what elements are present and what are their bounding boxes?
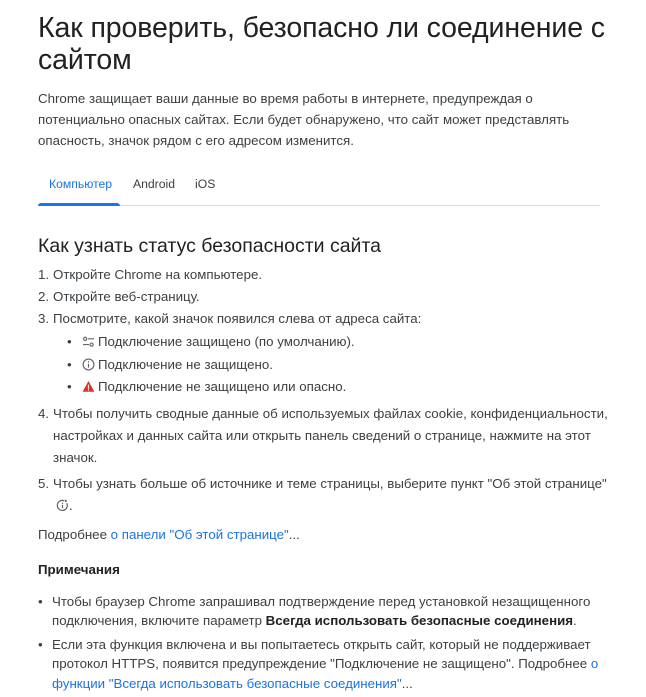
status-text: Подключение не защищено или опасно. xyxy=(98,379,347,394)
tune-icon xyxy=(82,333,95,346)
page-title: Как проверить, безопасно ли соединение с сайтом xyxy=(38,12,605,76)
learn-more-line xyxy=(38,524,608,546)
tab-computer[interactable]: Компьютер xyxy=(49,177,113,191)
step-number: 2. xyxy=(38,289,50,304)
step-text: Чтобы узнать больше об источнике и теме страницы, выберите пункт "Об этой странице" xyxy=(53,475,607,491)
notes-list xyxy=(38,592,608,694)
warning-icon xyxy=(82,378,95,391)
about-page-panel-link[interactable]: о панели "Об этой странице" xyxy=(110,526,289,542)
step-text: Откройте Chrome на компьютере. xyxy=(53,267,263,282)
note-text: Чтобы браузер Chrome запрашивал подтверждение перед установкой незащищенного подключения, включите параметр xyxy=(52,593,591,628)
list-item xyxy=(38,286,608,308)
learn-more-suffix: ... xyxy=(288,526,300,542)
active-tab-indicator xyxy=(38,203,120,206)
learn-more-prefix: Подробнее xyxy=(38,526,111,542)
status-icons-list xyxy=(53,331,608,399)
note-text-end: ... xyxy=(401,675,413,691)
list-item: • Подключение защищено (по умолчанию). xyxy=(67,334,355,349)
info-icon xyxy=(82,356,95,369)
about-page-icon xyxy=(56,497,69,510)
article xyxy=(38,0,608,697)
list-item: • Подключение не защищено или опасно. xyxy=(67,379,347,394)
tab-ios[interactable]: iOS xyxy=(195,177,216,191)
step-text: Откройте веб-страницу. xyxy=(53,289,200,304)
status-text: Подключение защищено (по умолчанию). xyxy=(98,334,355,349)
step-number: 3. xyxy=(38,311,50,326)
step-text: Посмотрите, какой значок появился слева от адреса сайта: xyxy=(53,311,422,326)
list-item xyxy=(38,473,608,517)
note-setting-name: Всегда использовать безопасные соединения xyxy=(265,613,574,628)
note-text-end: . xyxy=(573,613,577,628)
list-item: • Если эта функция включена и вы попытаетесь открыть сайт, который не поддерживает протокол HTTPS, появится предупреждение "Подключение не защищено". Подробнее о функции "Всегда использовать безопасные соединения"... xyxy=(38,636,599,691)
section-heading: Как узнать статус безопасности сайта xyxy=(38,235,382,257)
list-item xyxy=(38,403,608,469)
step-number: 4. xyxy=(38,405,50,421)
list-item xyxy=(38,308,608,399)
step-text-end: . xyxy=(69,497,73,513)
list-item xyxy=(38,264,608,286)
status-text: Подключение не защищено. xyxy=(98,356,273,372)
list-item: • Подключение не защищено. xyxy=(67,356,273,372)
tab-android[interactable]: Android xyxy=(133,177,176,191)
note-text: Если эта функция включена и вы попытаетесь открыть сайт, который не поддерживает протокол HTTPS, появится предупреждение "Подключение не защищено". Подробнее xyxy=(52,636,591,671)
step-number: 1. xyxy=(38,267,50,282)
steps-list xyxy=(38,264,608,517)
list-item: • Чтобы браузер Chrome запрашивал подтверждение перед установкой незащищенного подключения, включите параметр Всегда использовать безопасные соединения. xyxy=(38,593,591,628)
https-first-mode-link[interactable]: о функции "Всегда использовать безопасные соединения" xyxy=(52,656,599,691)
notes-title: Примечания xyxy=(38,561,120,577)
step-number: 5. xyxy=(38,475,50,491)
intro-paragraph: Chrome защищает ваши данные во время работы в интернете, предупреждая о потенциально опасных сайтах. Если будет обнаружено, что сайт может представлять опасность, значок рядом с его адресом изменится. xyxy=(38,91,570,148)
step-text: Чтобы получить сводные данные об используемых файлах cookie, конфиденциальности, настройках и данных сайта или открыть панель сведений о странице, нажмите на этот значок. xyxy=(53,405,608,465)
platform-tabs xyxy=(38,171,600,206)
